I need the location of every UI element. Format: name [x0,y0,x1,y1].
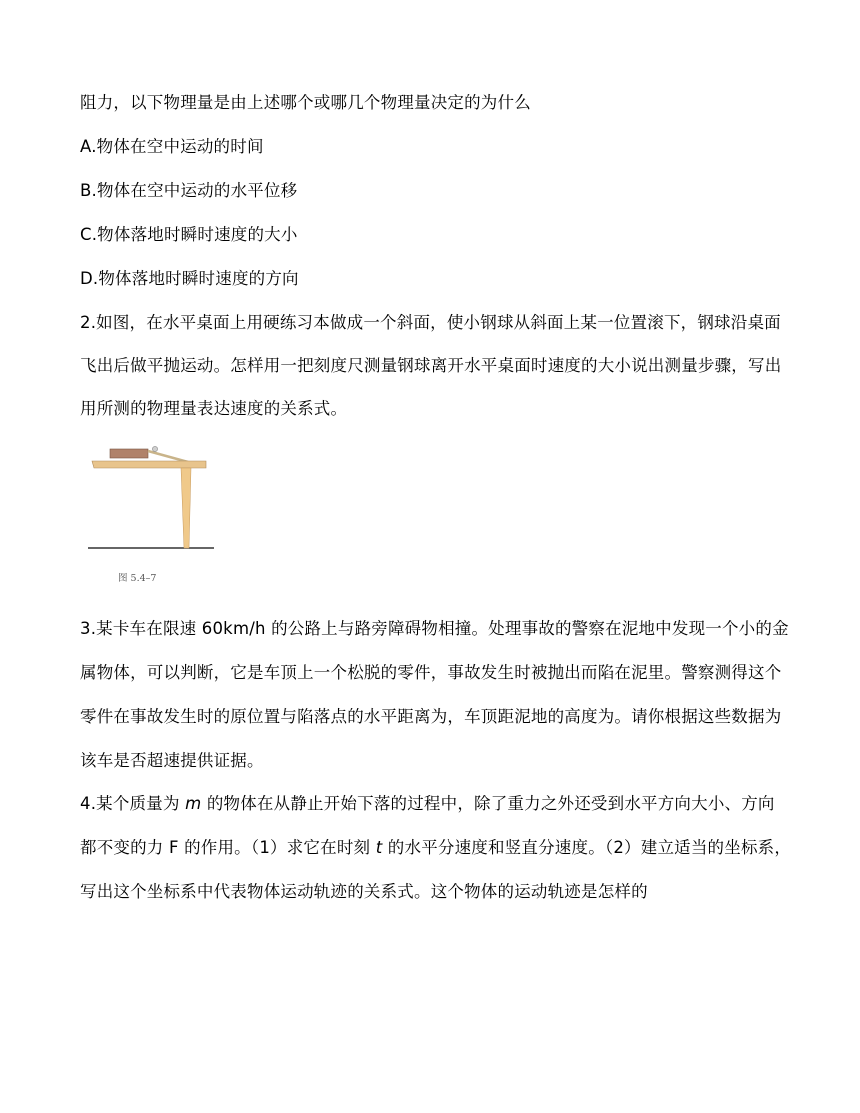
table-leg [181,468,191,548]
table-incline-figure [86,440,216,590]
steel-ball [152,446,157,451]
option-b: B.物体在空中运动的水平位移 [80,181,298,200]
question-4-line-3: 写出这个坐标系中代表物体运动轨迹的关系式。这个物体的运动轨迹是怎样的 [80,882,648,901]
question-3-line-3: 零件在事故发生时的原位置与陷落点的水平距离为，车顶距泥地的高度为。请你根据这些数据为 [80,707,782,726]
notebook-block [110,449,148,458]
question-4-text: 的物体在从静止开始下落的过程中，除了重力之外还受到水平方向大小、方向 [201,794,775,813]
question-3-line-1: 3.某卡车在限速 60km/h 的公路上与路旁障碍物相撞。处理事故的警察在泥地中发现一个小的金 [80,619,789,638]
question-4-text: 都不变的力 F 的作用。（1）求它在时刻 [80,838,376,857]
question-2-line-2: 飞出后做平抛运动。怎样用一把刻度尺测量钢球离开水平桌面时速度的大小说出测量步骤，写出 [80,356,782,375]
question-2-line-3: 用所测的物理量表达速度的关系式。 [80,399,348,418]
question-4-line-2 [80,837,791,859]
table-top [92,461,206,468]
question-3-line-4: 该车是否超速提供证据。 [80,751,264,770]
option-c: C.物体落地时瞬时速度的大小 [80,225,298,244]
figure-caption: 图 5.4–7 [118,573,157,584]
option-d: D.物体落地时瞬时速度的方向 [80,269,299,288]
option-a: A.物体在空中运动的时间 [80,137,264,156]
mass-variable: m [185,794,202,813]
question-4-text: 的水平分速度和竖直分速度。（2）建立适当的坐标系， [382,838,792,857]
question-4-text: 4.某个质量为 [80,794,186,813]
question-2-line-1: 2.如图，在水平桌面上用硬练习本做成一个斜面，使小钢球从斜面上某一位置滚下，钢球沿桌面 [80,313,781,332]
question-4-line-1 [80,793,775,815]
incline-board [148,451,188,462]
question-1-continuation: 阻力，以下物理量是由上述哪个或哪几个物理量决定的为什么 [80,93,531,112]
time-variable: t [375,838,383,857]
question-3-line-2: 属物体，可以判断，它是车顶上一个松脱的零件，事故发生时被抛出而陷在泥里。警察测得这个 [80,663,782,682]
